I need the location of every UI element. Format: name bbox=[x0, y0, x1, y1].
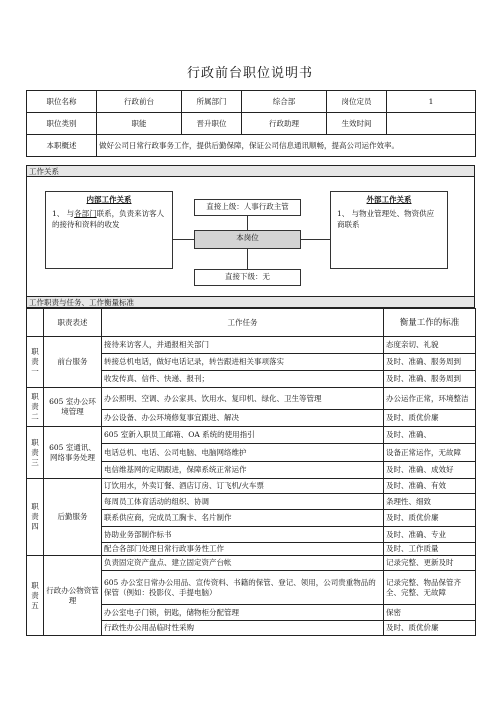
duty-task: 每周员工体育活动的组织、协调 bbox=[102, 494, 384, 510]
duty-task: 订饮用水，外卖订餐、酒店订房、订飞机/火车票 bbox=[102, 479, 384, 494]
duty-group-label: 职 责 三 bbox=[27, 427, 44, 479]
duty-group-label: 职 责 五 bbox=[27, 556, 44, 636]
duty-description: 前台服务 bbox=[44, 337, 102, 388]
duty-standard: 条理性、细致 bbox=[384, 494, 476, 510]
duty-group-label: 职 责 四 bbox=[27, 479, 44, 556]
duties-header-desc: 职责表述 bbox=[44, 309, 102, 337]
duty-row bbox=[27, 337, 476, 354]
duty-standard: 保密 bbox=[384, 605, 476, 621]
arrow-right bbox=[301, 239, 330, 240]
duties-header-standard: 衡量工作的标准 bbox=[384, 309, 476, 337]
value-headcount: 1 bbox=[387, 91, 476, 113]
duty-standard: 及时、准确、 bbox=[384, 427, 476, 444]
info-row-summary bbox=[27, 135, 476, 157]
internal-relations-title: 内部工作关系 bbox=[86, 195, 132, 204]
arrow-left bbox=[173, 239, 194, 240]
label-summary: 本职概述 bbox=[27, 135, 97, 157]
value-department: 综合部 bbox=[242, 91, 327, 113]
duty-standard: 办公运作正常，环境整洁 bbox=[384, 388, 476, 410]
duty-task: 转接总机电话，做好电话记录，转告跟进相关事项落实 bbox=[102, 354, 384, 371]
external-relations-title: 外部工作关系 bbox=[366, 195, 412, 204]
duty-standard: 设备正常运作，无故障 bbox=[384, 444, 476, 462]
value-position-name: 行政前台 bbox=[97, 91, 182, 113]
duty-row bbox=[27, 427, 476, 444]
external-relations-text: 1、 与物业管理处、物资供应商联系 bbox=[337, 209, 435, 229]
duty-standard: 记录完整、更新及时 bbox=[384, 556, 476, 571]
duty-standard: 及时、准确、服务周到 bbox=[384, 371, 476, 388]
duty-task: 配合各部门处理日常行政事务性工作 bbox=[102, 543, 384, 556]
label-headcount: 岗位定员 bbox=[327, 91, 387, 113]
duty-description: 行政办公物资管理 bbox=[44, 556, 102, 636]
duty-standard: 及时、准确、有效 bbox=[384, 479, 476, 494]
duty-task: 办公室电子门锁，钥匙，储物柜分配管理 bbox=[102, 605, 384, 621]
duty-task: 负责固定资产盘点、建立固定资产台帐 bbox=[102, 556, 384, 571]
duty-task: 605 室新入职员工邮箱、OA 系统的使用指引 bbox=[102, 427, 384, 444]
page-title: 行政前台职位说明书 bbox=[186, 66, 313, 81]
duties-table bbox=[26, 308, 476, 636]
value-summary: 做好公司日常行政事务工作，提供后勤保障，保证公司信息通讯顺畅，提高公司运作效率。 bbox=[97, 135, 476, 157]
duty-standard: 及时、质优价廉 bbox=[384, 510, 476, 527]
duty-task: 协助业务部制作标书 bbox=[102, 527, 384, 543]
duty-task: 收发传真、信件、快递、报刊； bbox=[102, 371, 384, 388]
duty-standard: 及时、质优价廉 bbox=[384, 621, 476, 636]
connector-bottom bbox=[247, 249, 248, 269]
duty-standard: 及时、工作质量 bbox=[384, 543, 476, 556]
label-position-name: 职位名称 bbox=[27, 91, 97, 113]
label-effective-date: 生效时间 bbox=[327, 113, 387, 135]
label-position-category: 职位类别 bbox=[27, 113, 97, 135]
connector-top bbox=[247, 216, 248, 230]
duty-task: 联系供应商，完成员工胸卡、名片制作 bbox=[102, 510, 384, 527]
duties-header-tasks: 工作任务 bbox=[102, 309, 384, 337]
duty-group-label: 职 责 二 bbox=[27, 388, 44, 427]
duty-standard: 及时、准确、专业 bbox=[384, 527, 476, 543]
label-promotion: 晋升职位 bbox=[182, 113, 242, 135]
duty-row bbox=[27, 388, 476, 410]
section-duties: 工作职责与任务、工作衡量标准 bbox=[26, 296, 475, 308]
duty-task: 行政性办公用品临时性采购 bbox=[102, 621, 384, 636]
value-promotion: 行政助理 bbox=[242, 113, 327, 135]
info-row-2 bbox=[27, 113, 476, 135]
duty-standard: 及时、准确、成效好 bbox=[384, 462, 476, 479]
internal-relations-box bbox=[45, 191, 173, 269]
duty-task: 接待来访客人，并通报相关部门 bbox=[102, 337, 384, 354]
subordinate-box: 直接下级：无 bbox=[194, 269, 301, 286]
duty-task: 电话总机、电话、公司电脑、电脑网络维护 bbox=[102, 444, 384, 462]
duty-description: 605 室通讯、网络事务处理 bbox=[44, 427, 102, 479]
duty-standard: 及时、准确、服务周到 bbox=[384, 354, 476, 371]
duty-group-label: 职 责 一 bbox=[27, 337, 44, 388]
duty-row bbox=[27, 479, 476, 494]
value-effective-date bbox=[387, 113, 476, 135]
duty-task: 办公设备、办公环境修复事宜跟进、解决 bbox=[102, 410, 384, 427]
external-relations-box bbox=[330, 191, 448, 269]
info-row-1 bbox=[27, 91, 476, 113]
duty-task: 605 办公室日常办公用品、宣传资料、书籍的保管、登记、领用，公司贵重物品的保管（例如：投影仪、手提电脑） bbox=[102, 571, 384, 605]
superior-box: 直接上级：人事行政主管 bbox=[194, 199, 301, 216]
duties-header-row bbox=[27, 309, 476, 337]
relations-panel bbox=[26, 177, 475, 296]
duties-header-blank bbox=[27, 309, 44, 337]
duty-standard: 记录完整、物品保管齐全、完整、无故障 bbox=[384, 571, 476, 605]
label-department: 所属部门 bbox=[182, 91, 242, 113]
duty-description: 后勤服务 bbox=[44, 479, 102, 556]
value-position-category: 职能 bbox=[97, 113, 182, 135]
duty-description: 605 室办公环境管理 bbox=[44, 388, 102, 427]
duty-standard: 态度亲切、礼貌 bbox=[384, 337, 476, 354]
position-box: 本岗位 bbox=[194, 230, 301, 249]
position-info-table bbox=[26, 90, 476, 157]
duty-task: 电信维基网的定期跟进，保障系统正常运作 bbox=[102, 462, 384, 479]
duty-row bbox=[27, 556, 476, 571]
internal-relations-text: 1、 与各部门联系，负责来访客人的接待和资料的收发 bbox=[52, 209, 165, 229]
section-work-relations: 工作关系 bbox=[26, 165, 475, 177]
duty-task: 办公照明、空调、办公家具、饮用水、复印机、绿化、卫生等管理 bbox=[102, 388, 384, 410]
duty-standard: 及时、质优价廉 bbox=[384, 410, 476, 427]
